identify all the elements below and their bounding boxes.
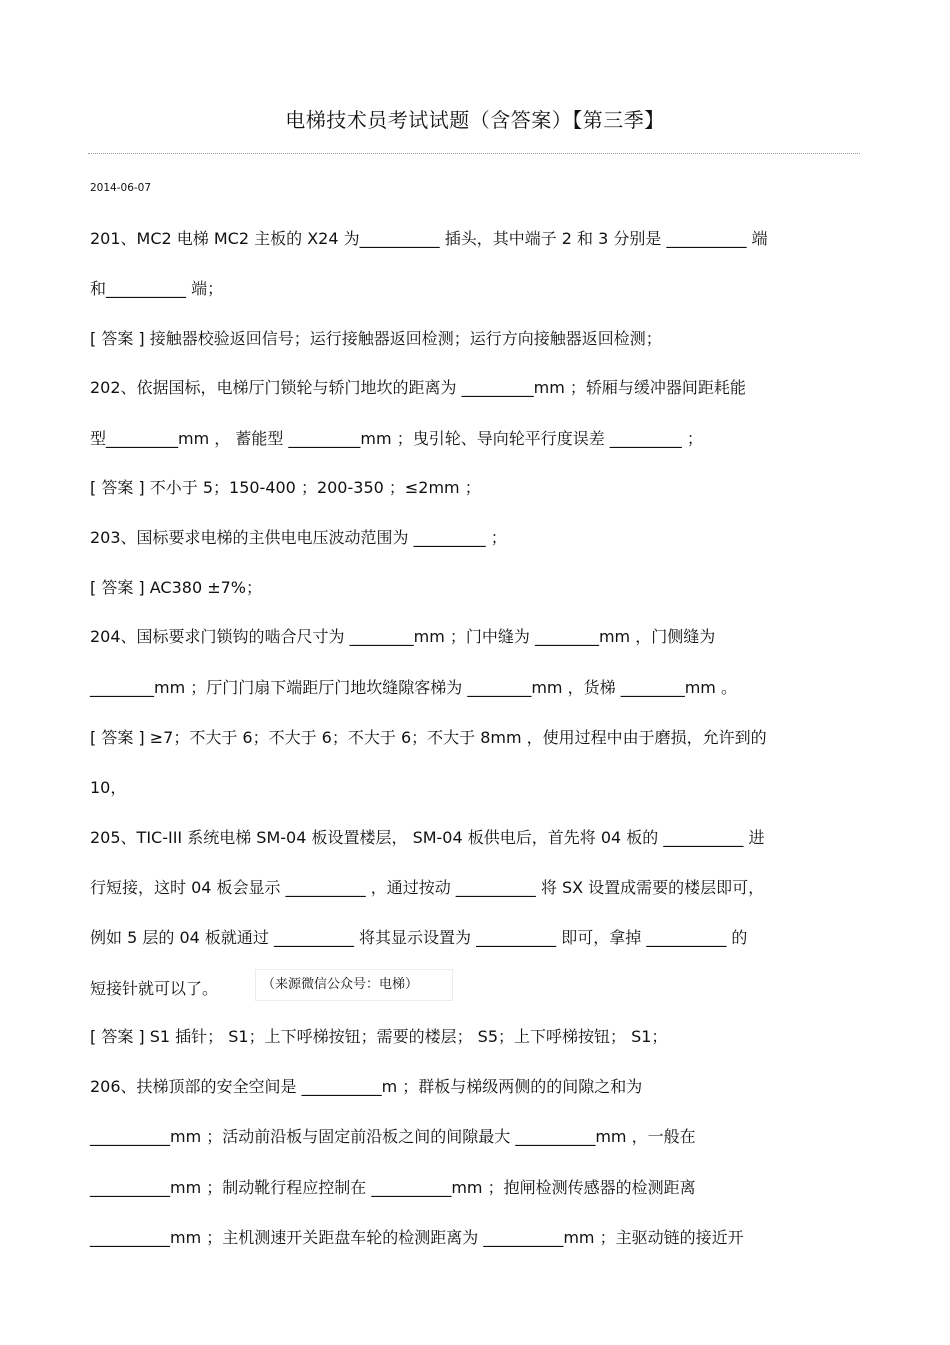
text-line: 例如 5 层的 04 板就通过 __________ 将其显示设置为 __________ 即可，拿掉 __________ 的	[90, 928, 748, 947]
text-line: 201、MC2 电梯 MC2 主板的 X24 为__________ 插头，其中端子 2 和 3 分别是 __________ 端	[90, 229, 768, 248]
text-line: 202、依据国标，电梯厅门锁轮与轿门地坎的距离为 _________mm ；轿厢与缓冲器间距耗能	[90, 378, 746, 397]
document-date: 2014-06-07	[90, 182, 152, 194]
document-title: 电梯技术员考试试题（含答案）【第三季】	[285, 108, 665, 132]
answer-line: [ 答案 ] 不小于 5；150-400 ；200-350 ；≤2mm ；	[90, 478, 481, 497]
text-line: __________mm ；制动靴行程应控制在 __________mm ；抱闸检测传感器的检测距离	[90, 1178, 696, 1197]
title-divider	[88, 153, 860, 154]
text-line: 206、扶梯顶部的安全空间是 __________m ；群板与梯级两侧的的间隙之和为	[90, 1077, 643, 1096]
text-line: __________mm ；活动前沿板与固定前沿板之间的间隙最大 __________mm ，一般在	[90, 1127, 696, 1146]
text-line: 203、国标要求电梯的主供电电压波动范围为 _________ ；	[90, 528, 507, 547]
answer-line: [ 答案 ] ≥7；不大于 6；不大于 6；不大于 6；不大于 8mm ，使用过程中由于磨损，允许到的	[90, 728, 767, 747]
text-line: 和__________ 端；	[90, 279, 224, 298]
source-note: （来源微信公众号：电梯）	[255, 969, 453, 1001]
answer-line: [ 答案 ] AC380 ±7%；	[90, 578, 262, 597]
answer-line: 10，	[90, 778, 127, 797]
answer-line: [ 答案 ] S1 插针； S1；上下呼梯按钮；需要的楼层； S5；上下呼梯按钮； S1；	[90, 1027, 668, 1046]
text-line: 205、TIC-III 系统电梯 SM-04 板设置楼层， SM-04 板供电后，首先将 04 板的 __________ 进	[90, 828, 765, 847]
text-line: ________mm ；厅门门扇下端距厅门地坎缝隙客梯为 ________mm ，货梯 ________mm 。	[90, 678, 737, 697]
text-line: __________mm ；主机测速开关距盘车轮的检测距离为 __________mm ；主驱动链的接近开	[90, 1228, 744, 1247]
text-line: 短接针就可以了。	[90, 979, 219, 998]
text-line: 204、国标要求门锁钩的啮合尺寸为 ________mm ；门中缝为 ________mm ，门侧缝为	[90, 627, 716, 646]
answer-line: [ 答案 ] 接触器校验返回信号；运行接触器返回检测；运行方向接触器返回检测；	[90, 329, 662, 348]
text-line: 行短接，这时 04 板会显示 __________ ，通过按动 __________ 将 SX 设置成需要的楼层即可，	[90, 878, 765, 897]
text-line: 型_________mm ， 蓄能型 _________mm ；曳引轮、导向轮平行度误差 _________ ；	[90, 429, 703, 448]
